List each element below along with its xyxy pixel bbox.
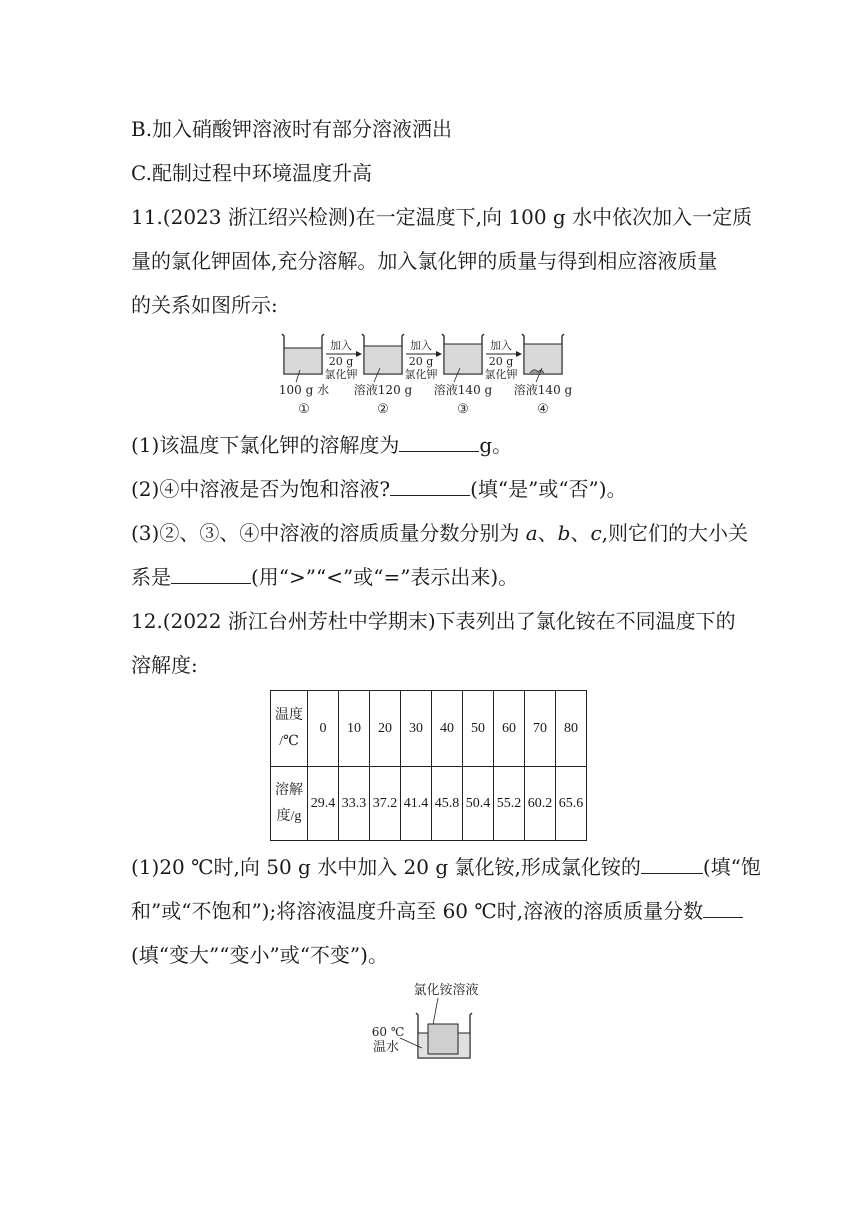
solubility-cell: 45.8 xyxy=(432,767,463,841)
arrow-3-add-text: 加入 xyxy=(490,339,512,352)
option-c: C.配制过程中环境温度升高 xyxy=(131,161,372,185)
beaker-sequence-figure xyxy=(276,330,586,418)
arrow-2-amount-text: 20 g xyxy=(408,355,434,368)
table-row-temperature xyxy=(271,691,587,767)
arrow-1-add-text: 加入 xyxy=(330,339,352,352)
temp-cell: 30 xyxy=(401,691,432,767)
question-11-line-3: 的关系如图所示: xyxy=(131,293,278,317)
sub-2-hint: (填“是”或“否”)。 xyxy=(470,477,627,501)
q12-sub-1-text: (1)20 ℃时,向 50 g 水中加入 20 g 氯化铵,形成氯化铵的 xyxy=(131,855,641,879)
beaker-3-number: ③ xyxy=(457,402,469,417)
beaker-1-number: ① xyxy=(298,402,310,417)
solubility-cell: 41.4 xyxy=(401,767,432,841)
ammonium-chloride-solution-label: 氯化铵溶液 xyxy=(413,983,479,998)
temp-cell: 80 xyxy=(556,691,587,767)
solubility-cell: 55.2 xyxy=(494,767,525,841)
sub-1-unit: g。 xyxy=(479,433,513,457)
question-12-line-1: 12.(2022 浙江台州芳杜中学期末)下表列出了氯化铵在不同温度下的 xyxy=(131,609,736,633)
question-11-sub-1 xyxy=(131,433,512,457)
temperature-label: 60 ℃ xyxy=(371,1025,405,1039)
solubility-table xyxy=(270,690,587,841)
arrow-2-solute-text: 氯化钾 xyxy=(404,368,438,381)
answer-blank-3[interactable] xyxy=(171,565,251,584)
var-b: b xyxy=(557,521,571,545)
beaker-1-label: 100 g 水 xyxy=(278,383,330,397)
question-11-sub-3-cont xyxy=(131,565,518,589)
arrow-2-add-text: 加入 xyxy=(410,339,432,352)
header-sol-line-2: 度/g xyxy=(276,808,302,824)
question-12-sub-1-end: (填“变大”“变小”或“不变”)。 xyxy=(131,943,388,967)
test-tube xyxy=(428,1024,458,1054)
var-c: c xyxy=(590,521,602,545)
table-header-temperature xyxy=(271,691,308,767)
sub-3-text: (3)②、③、④中溶液的溶质质量分数分别为 xyxy=(131,521,526,545)
question-11-line-2: 量的氯化钾固体,充分溶解。加入氯化钾的质量与得到相应溶液质量 xyxy=(131,249,718,273)
table-header-solubility xyxy=(271,767,308,841)
header-temp-line-2: /℃ xyxy=(279,733,299,749)
answer-blank-1[interactable] xyxy=(399,433,479,452)
question-12-line-2: 溶解度: xyxy=(131,653,198,677)
arrow-3-solute-text: 氯化钾 xyxy=(484,368,518,381)
arrow-1-solute-text: 氯化钾 xyxy=(324,368,358,381)
beaker-4-number: ④ xyxy=(537,402,549,417)
beaker-3 xyxy=(442,334,484,374)
temp-cell: 40 xyxy=(432,691,463,767)
beaker-1 xyxy=(282,334,324,374)
temp-cell: 20 xyxy=(370,691,401,767)
question-12-sub-1 xyxy=(131,855,761,879)
header-temp-line-1: 温度 xyxy=(275,707,303,723)
sub-3-cont-hint: (用“>”“<”或“=”表示出来)。 xyxy=(251,565,519,589)
temp-cell: 60 xyxy=(494,691,525,767)
answer-blank-2[interactable] xyxy=(390,477,470,496)
option-b: B.加入硝酸钾溶液时有部分溶液洒出 xyxy=(131,117,453,141)
temp-cell: 50 xyxy=(463,691,494,767)
sub-3-cont-text: 系是 xyxy=(131,565,171,589)
beaker-2 xyxy=(362,334,404,374)
solubility-cell: 37.2 xyxy=(370,767,401,841)
sep-2: 、 xyxy=(570,521,591,545)
arrow-1-amount-text: 20 g xyxy=(328,355,354,368)
table-row-solubility xyxy=(271,767,587,841)
water-bath-figure xyxy=(366,978,496,1064)
beaker-2-label: 溶液120 g xyxy=(353,383,413,397)
beaker-4 xyxy=(522,334,564,374)
temp-cell: 70 xyxy=(525,691,556,767)
beaker-4-label: 溶液140 g xyxy=(513,383,573,397)
sub-3-text-end: ,则它们的大小关 xyxy=(601,521,748,545)
question-11-sub-3 xyxy=(131,521,748,545)
beaker-3-label: 溶液140 g xyxy=(433,383,493,397)
beaker-2-number: ② xyxy=(377,402,389,417)
question-11-line-1: 11.(2023 浙江绍兴检测)在一定温度下,向 100 g 水中依次加入一定质 xyxy=(131,205,753,229)
answer-blank-4[interactable] xyxy=(641,855,703,874)
solubility-cell: 50.4 xyxy=(463,767,494,841)
question-11-sub-2 xyxy=(131,477,627,501)
sep-1: 、 xyxy=(537,521,558,545)
question-12-sub-1-cont xyxy=(131,899,743,923)
temp-cell: 10 xyxy=(339,691,370,767)
solubility-cell: 33.3 xyxy=(339,767,370,841)
sub-1-text: (1)该温度下氯化钾的溶解度为 xyxy=(131,433,400,457)
temp-cell: 0 xyxy=(308,691,339,767)
var-a: a xyxy=(525,521,538,545)
answer-blank-5[interactable] xyxy=(703,899,743,918)
q12-sub-1-cont-text: 和”或“不饱和”);将溶液温度升高至 60 ℃时,溶液的溶质质量分数 xyxy=(131,899,704,923)
solubility-cell: 65.6 xyxy=(556,767,587,841)
q12-sub-1-hint: (填“饱 xyxy=(702,855,761,879)
solubility-cell: 60.2 xyxy=(525,767,556,841)
warm-water-label: 温水 xyxy=(372,1040,400,1055)
arrow-3-amount-text: 20 g xyxy=(488,355,514,368)
header-sol-line-1: 溶解 xyxy=(275,782,303,798)
solubility-cell: 29.4 xyxy=(308,767,339,841)
sub-2-text: (2)④中溶液是否为饱和溶液? xyxy=(131,477,391,501)
